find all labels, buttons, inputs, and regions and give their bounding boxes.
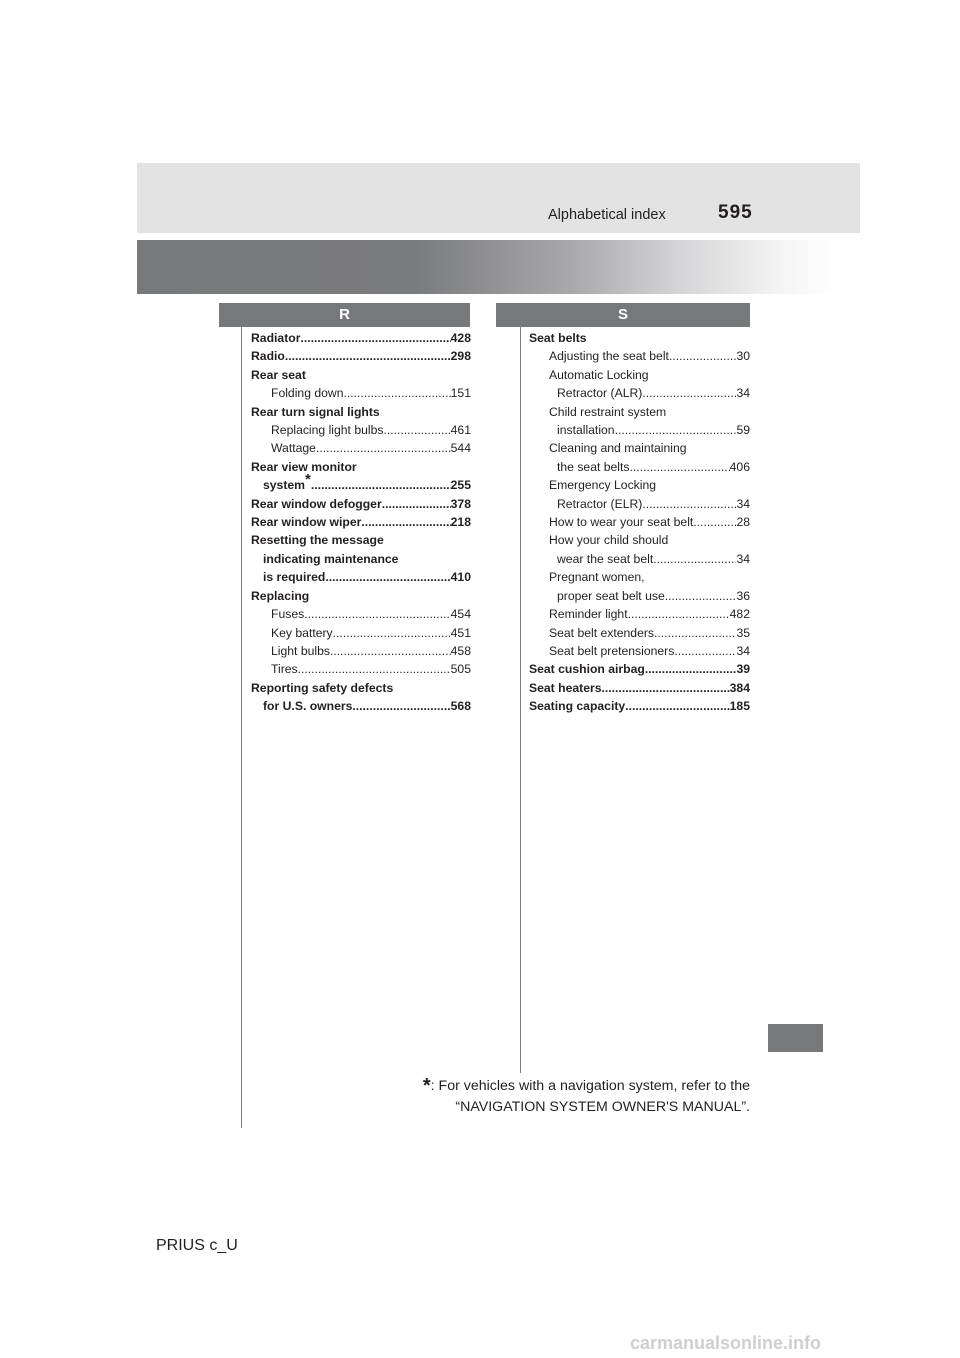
footnote-asterisk: * xyxy=(305,471,311,489)
index-entry-continuation: is required ..... 410 xyxy=(251,568,471,586)
index-subentry: Tires ..... 505 xyxy=(251,660,471,678)
watermark: carmanualsonline.info xyxy=(630,1333,822,1353)
index-entry: Resetting the message xyxy=(251,533,384,548)
index-subentry: Pregnant women, xyxy=(549,570,645,585)
index-entry: Rear window defogger ..... 378 xyxy=(251,495,471,513)
footnote-line-2: “NAVIGATION SYSTEM OWNER'S MANUAL”. xyxy=(455,1098,750,1115)
model-label: PRIUS c_U xyxy=(156,1237,238,1254)
index-entry: Seat heaters ..... 384 xyxy=(529,679,750,697)
index-entry: Replacing xyxy=(251,588,310,603)
index-entry: Seat cushion airbag ..... 39 xyxy=(529,660,750,678)
index-subentry: Replacing light bulbs ..... 461 xyxy=(251,421,471,439)
index-entry: Seat belts xyxy=(529,331,587,345)
index-subentry: Seat belt extenders ..... 35 xyxy=(529,624,750,642)
index-entry-continuation: indicating maintenance xyxy=(263,551,399,566)
index-subentry: Child restraint system xyxy=(549,404,667,419)
index-entry: Radiator ..... 428 xyxy=(251,329,471,347)
index-entry: Seating capacity ..... 185 xyxy=(529,697,750,715)
left-column-divider xyxy=(241,303,242,1128)
index-subentry-continuation: proper seat belt use ..... 36 xyxy=(529,587,750,605)
index-subentry: Seat belt pretensioners ..... 34 xyxy=(529,642,750,660)
index-subentry-continuation: installation ..... 59 xyxy=(529,421,750,439)
index-subentry: Fuses ..... 454 xyxy=(251,605,471,623)
header-gradient-band xyxy=(137,240,837,294)
index-entry: Rear view monitor xyxy=(251,459,357,474)
index-subentry-continuation: the seat belts ..... 406 xyxy=(529,458,750,476)
index-subentry: Adjusting the seat belt ..... 30 xyxy=(529,347,750,365)
footnote xyxy=(423,1076,750,1117)
index-column-s xyxy=(529,329,750,716)
index-subentry-continuation: wear the seat belt ..... 34 xyxy=(529,550,750,568)
index-entry: Rear turn signal lights xyxy=(251,404,380,419)
index-entry: Rear seat xyxy=(251,367,306,382)
index-entry-continuation: system* ..... 255 xyxy=(251,476,471,494)
index-entry: Reporting safety defects xyxy=(251,680,394,695)
index-subentry: Cleaning and maintaining xyxy=(549,441,687,456)
footnote-line-1: *: For vehicles with a navigation system, refer to the xyxy=(422,1075,750,1097)
letter-heading-r: R xyxy=(219,303,470,327)
index-entry: Rear window wiper ..... 218 xyxy=(251,513,471,531)
index-subentry-continuation: Retractor (ALR) ..... 34 xyxy=(529,384,750,402)
index-entry: Radio ..... 298 xyxy=(251,347,471,365)
index-subentry: How your child should xyxy=(549,533,669,548)
center-column-divider xyxy=(520,303,521,1073)
index-subentry: Key battery ..... 451 xyxy=(251,624,471,642)
section-title: Alphabetical index xyxy=(548,207,666,223)
index-subentry: Automatic Locking xyxy=(549,367,649,382)
index-subentry: Emergency Locking xyxy=(549,478,657,493)
index-subentry: Reminder light ..... 482 xyxy=(529,605,750,623)
index-subentry: Light bulbs ..... 458 xyxy=(251,642,471,660)
page-number: 595 xyxy=(718,202,753,223)
letter-heading-s: S xyxy=(496,303,750,327)
index-subentry: Wattage ..... 544 xyxy=(251,439,471,457)
footnote-asterisk: * xyxy=(422,1075,431,1097)
index-entry-continuation: for U.S. owners ..... 568 xyxy=(251,697,471,715)
index-subentry: How to wear your seat belt ..... 28 xyxy=(529,513,750,531)
section-thumb-tab xyxy=(768,1024,823,1052)
index-subentry: Folding down ..... 151 xyxy=(251,384,471,402)
index-subentry-continuation: Retractor (ELR) ..... 34 xyxy=(529,495,750,513)
index-column-r xyxy=(251,329,471,716)
